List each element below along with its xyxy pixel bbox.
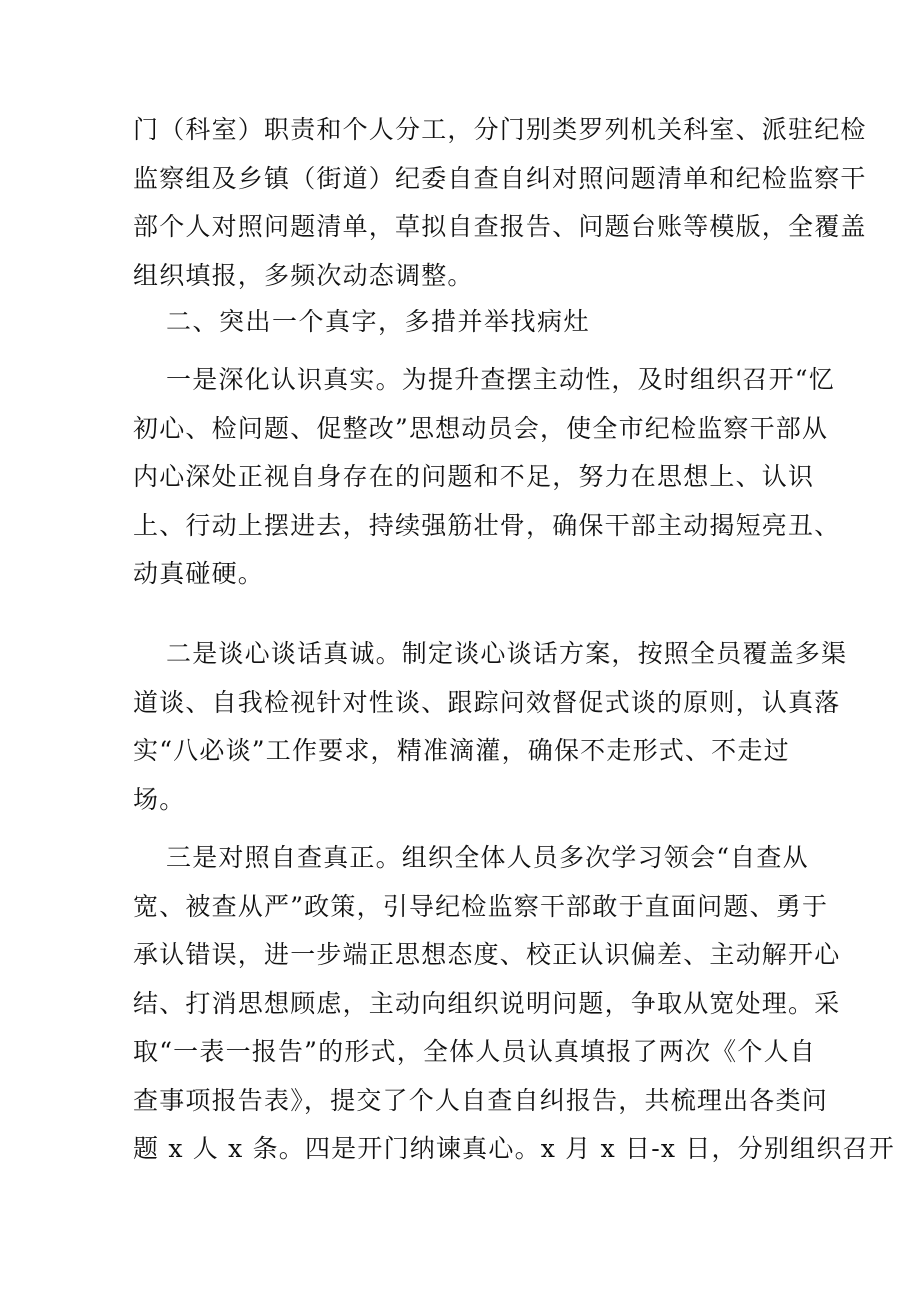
paragraph-line: 取“一表一报告”的形式，全体人员认真填报了两次《个人自 <box>133 1037 816 1066</box>
section-heading <box>133 298 783 347</box>
paragraph-deepen-understanding <box>133 356 841 599</box>
paragraph-line: 实“八必谈”工作要求，精准滴灌，确保不走形式、不走过 <box>133 736 790 765</box>
paragraph-line: 上、行动上摆进去，持续强筋壮骨，确保干部主动揭短亮丑、 <box>133 510 841 540</box>
paragraph-line: 宽、被查从严”政策，引导纪检监察干部敢于直面问题、勇于 <box>133 891 829 921</box>
paragraph-line: 题 x 人 x 条。四是开门纳谏真心。x 月 x 日-x 日，分别组织召开 <box>133 1134 895 1163</box>
paragraph-line: 内心深处正视自身存在的问题和不足，努力在思想上、认识 <box>133 462 815 491</box>
paragraph-line: 承认错误，进一步端正思想态度、校正认识偏差、主动解开心 <box>133 940 841 969</box>
paragraph-line: 二是谈心谈话真诚。制定谈心谈话方案，按照全员覆盖多渠 <box>166 639 848 668</box>
paragraph-continuation <box>133 106 867 300</box>
paragraph-line: 道谈、自我检视针对性谈、跟踪问效督促式谈的原则，认真落 <box>133 687 841 717</box>
paragraph-self-check <box>133 834 895 1174</box>
paragraph-heart-talk <box>133 630 848 824</box>
paragraph-line: 三是对照自查真正。组织全体人员多次学习领会“自查从 <box>166 843 809 872</box>
paragraph-line: 结、打消思想顾虑，主动向组织说明问题，争取从宽处理。采 <box>133 988 841 1018</box>
section-heading-text: 二、突出一个真字，多措并举找病灶 <box>166 307 591 336</box>
paragraph-line: 组织填报，多频次动态调整。 <box>133 260 474 290</box>
paragraph-line: 初心、检问题、促整改”思想动员会，使全市纪检监察干部从 <box>133 413 829 443</box>
paragraph-line: 一是深化认识真实。为提升查摆主动性，及时组织召开“忆 <box>166 365 835 394</box>
paragraph-line: 场。 <box>133 784 186 814</box>
paragraph-line: 门（科室）职责和个人分工，分门别类罗列机关科室、派驻纪检 <box>133 115 867 144</box>
paragraph-line: 查事项报告表》，提交了个人自查自纠报告，共梳理出各类问 <box>133 1085 828 1115</box>
paragraph-line: 监察组及乡镇（街道）纪委自查自纠对照问题清单和纪检监察干 <box>133 163 867 193</box>
paragraph-line: 动真碰硬。 <box>133 559 265 588</box>
paragraph-line: 部个人对照问题清单，草拟自查报告、问题台账等模版，全覆盖 <box>133 212 867 241</box>
